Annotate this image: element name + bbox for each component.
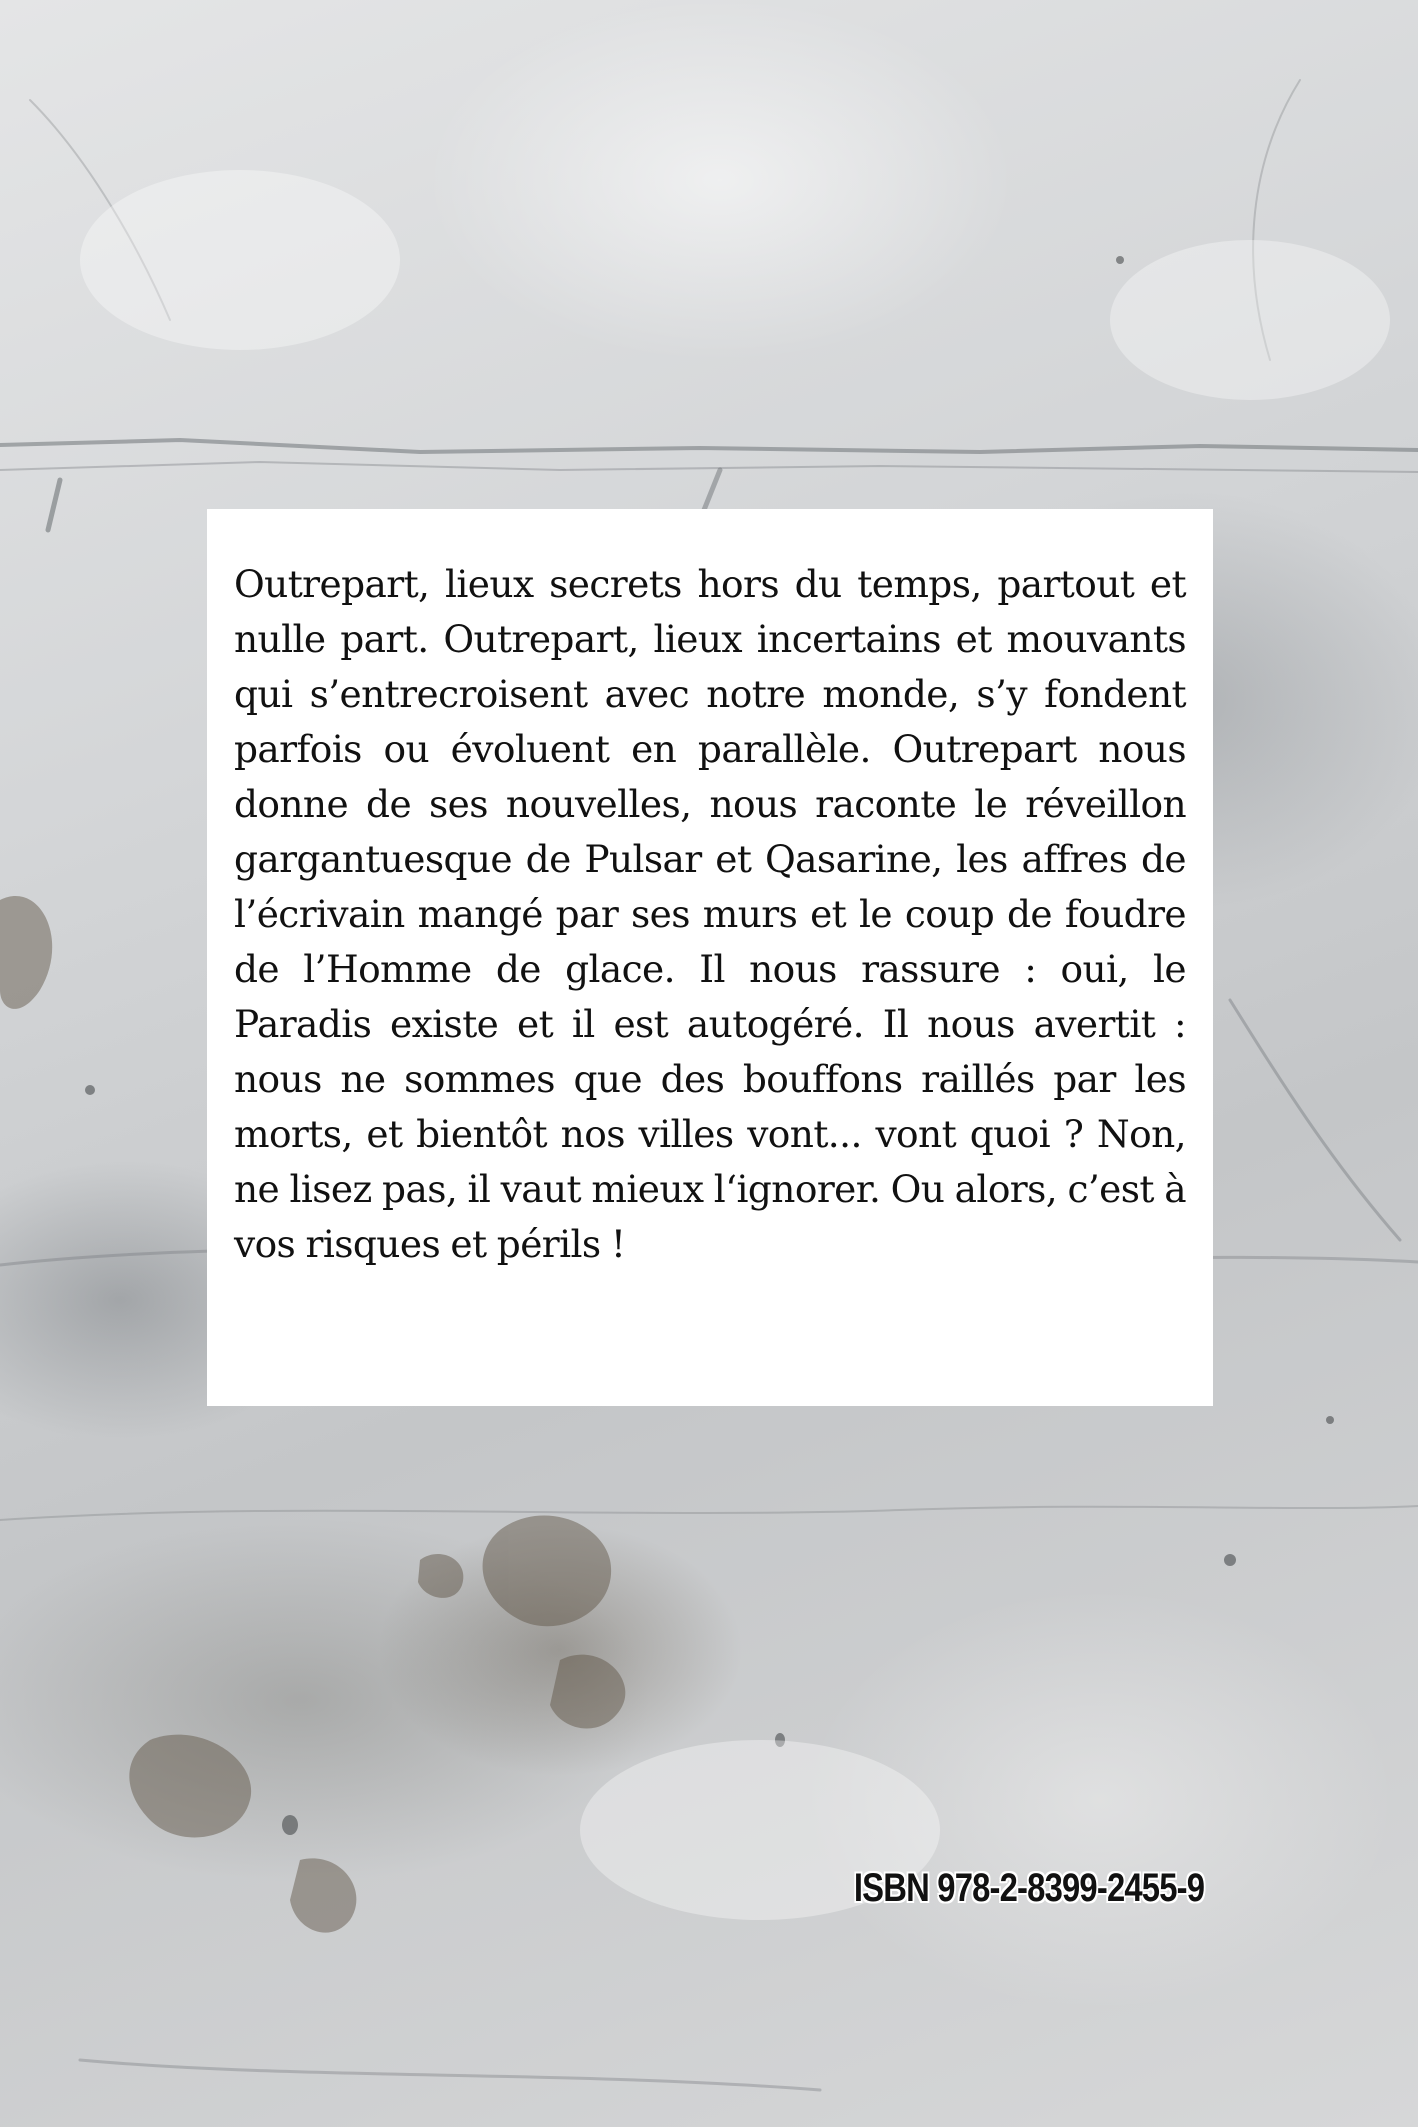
- blurb-panel: [207, 509, 1213, 1406]
- isbn-label: ISBN 978-2-8399-2455-9: [853, 1866, 1204, 1910]
- blurb-text: Outrepart, lieux secrets hors du temps, partout et nulle part. Outrepart, lieux incertains et mouvants qui s’entrecroisent avec notre monde, s’y fondent parfois ou évoluent en parallèle. Outrepart nous donne de ses nouvelles, nous raconte le réveillon gargantuesque de Pulsar et Qasarine, les affres de l’écrivain mangé par ses murs et le coup de foudre de l’Homme de glace. Il nous rassure : oui, le Paradis existe et il est autogéré. Il nous avertit : nous ne sommes que des bouffons raillés par les morts, et bientôt nos villes vont... vont quoi ? Non, ne lisez pas, il vaut mieux l‘ignorer. Ou alors, c’est à vos risques et périls !: [234, 562, 1186, 1266]
